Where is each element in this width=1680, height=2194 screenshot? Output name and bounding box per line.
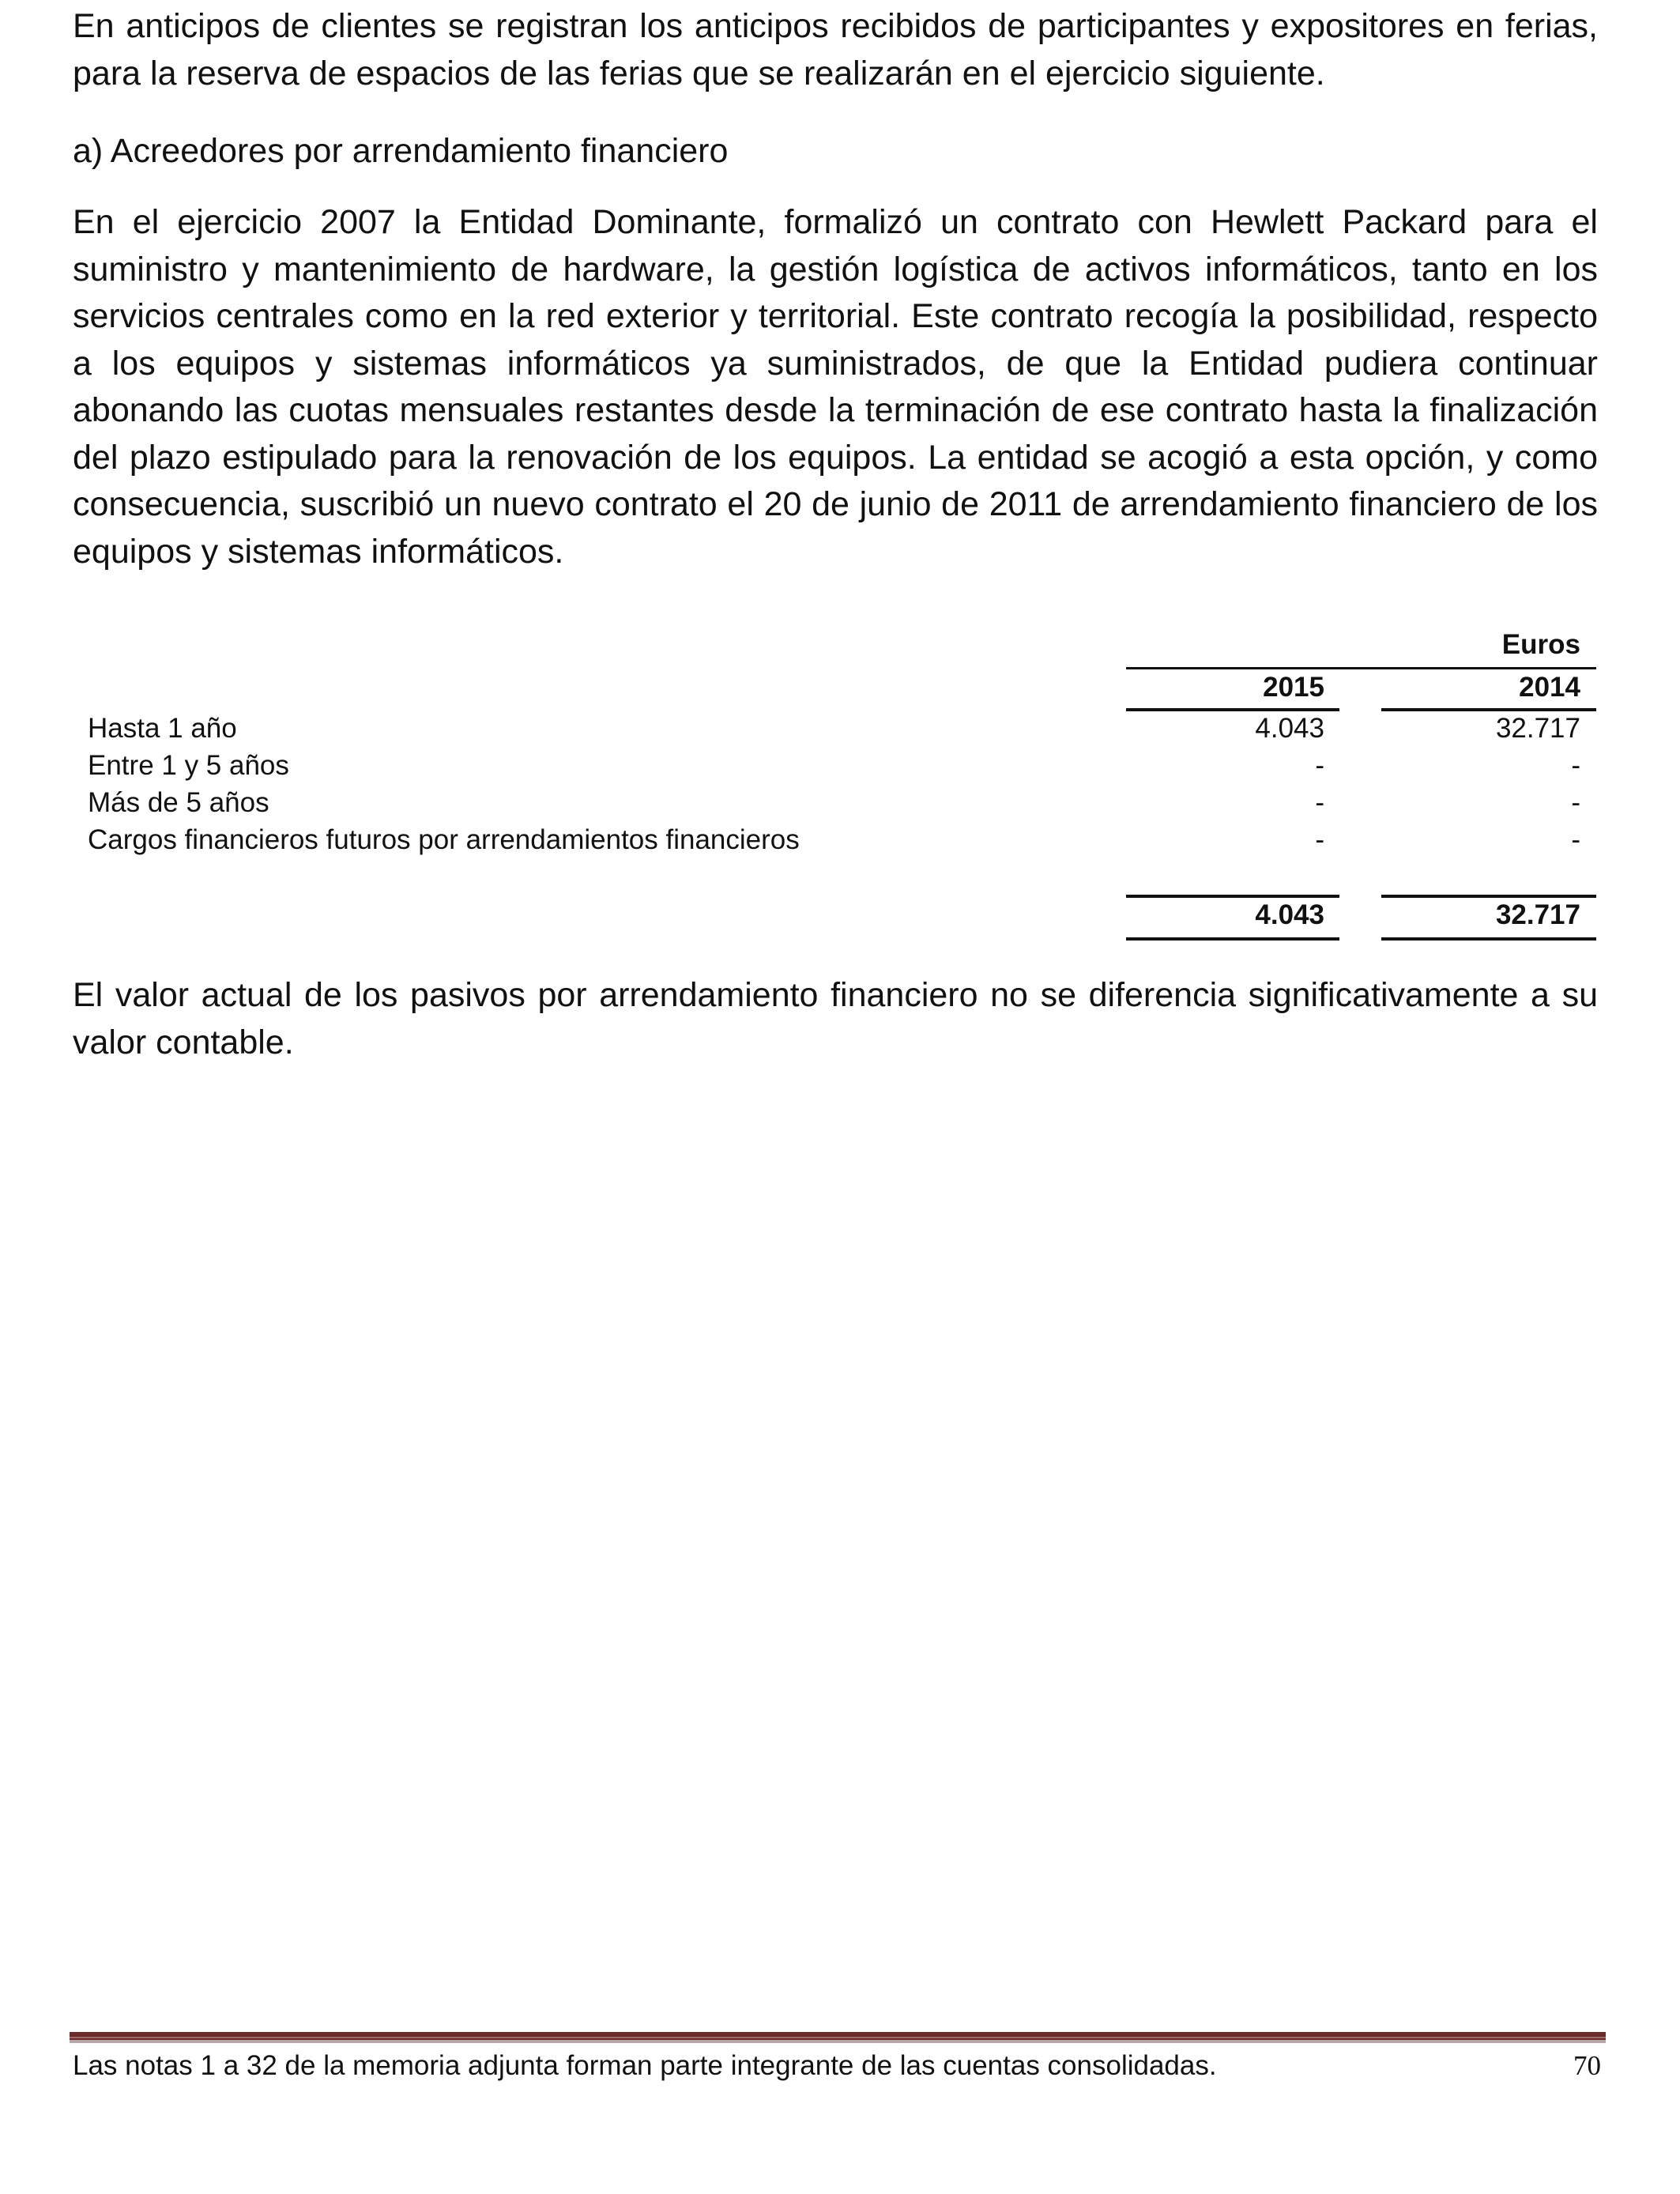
row-value-2014: - — [1571, 750, 1580, 781]
section-heading-acreedores: a) Acreedores por arrendamiento financiero — [73, 132, 729, 170]
footer-note: Las notas 1 a 32 de la memoria adjunta forman parte integrante de las cuentas consolidadas. — [73, 2050, 1217, 2081]
page-number: 70 — [1573, 2050, 1601, 2081]
total-rule-bottom-2015 — [1126, 937, 1339, 941]
total-rule-bottom-2014 — [1381, 937, 1596, 941]
paragraph-contrato-hp: En el ejercicio 2007 la Entidad Dominante, formalizó un contrato con Hewlett Packard para el suministro y mantenimiento de hardware, la gestión logística de activos informáticos, tanto en los servicios centrales como en la red exterior y territorial. Este contrato recogía la posibilidad, respecto a los equipos y sistemas informáticos ya suministrados, de que la Entidad pudiera continuar abonando las cuotas mensuales restantes desde la terminación de ese contrato hasta la finalización del plazo estipulado para la renovación de los equipos. La entidad se acogió a esta opción, y como consecuencia, suscribió un nuevo contrato el 20 de junio de 2011 de arrendamiento financiero de los equipos y sistemas informáticos. — [73, 203, 1598, 571]
row-label-mas-5: Más de 5 años — [88, 787, 269, 818]
row-label-entre-1-5: Entre 1 y 5 años — [88, 750, 289, 781]
total-rule-top-2015 — [1126, 895, 1339, 898]
footer-rule — [70, 2032, 1606, 2043]
paragraph-anticipos: En anticipos de clientes se registran los anticipos recibidos de participantes y expositores en ferias, para la reserva de espacios de las ferias que se realizarán en el ejercicio siguiente. — [73, 7, 1598, 92]
paragraph-valor-actual: El valor actual de los pasivos por arrendamiento financiero no se diferencia significativamente a su valor contable. — [73, 976, 1598, 1061]
header-rule-2014 — [1381, 708, 1596, 711]
column-header-2014: 2014 — [1519, 672, 1580, 703]
row-value-2015: - — [1315, 750, 1324, 781]
row-value-2014: - — [1571, 787, 1580, 818]
header-rule-2015 — [1126, 708, 1339, 711]
row-label-cargos: Cargos financieros futuros por arrendamientos financieros — [88, 824, 800, 855]
currency-header: Euros — [1501, 629, 1580, 660]
total-rule-top-2014 — [1381, 895, 1596, 898]
header-rule-top — [1126, 667, 1596, 669]
row-value-2014: - — [1571, 824, 1580, 855]
row-value-2015: - — [1315, 787, 1324, 818]
row-value-2014: 32.717 — [1495, 713, 1580, 744]
row-label-hasta-1: Hasta 1 año — [88, 713, 237, 744]
row-value-2015: - — [1315, 824, 1324, 855]
total-value-2014: 32.717 — [1495, 899, 1580, 930]
total-value-2015: 4.043 — [1255, 899, 1324, 930]
row-value-2015: 4.043 — [1255, 713, 1324, 744]
column-header-2015: 2015 — [1263, 672, 1324, 703]
